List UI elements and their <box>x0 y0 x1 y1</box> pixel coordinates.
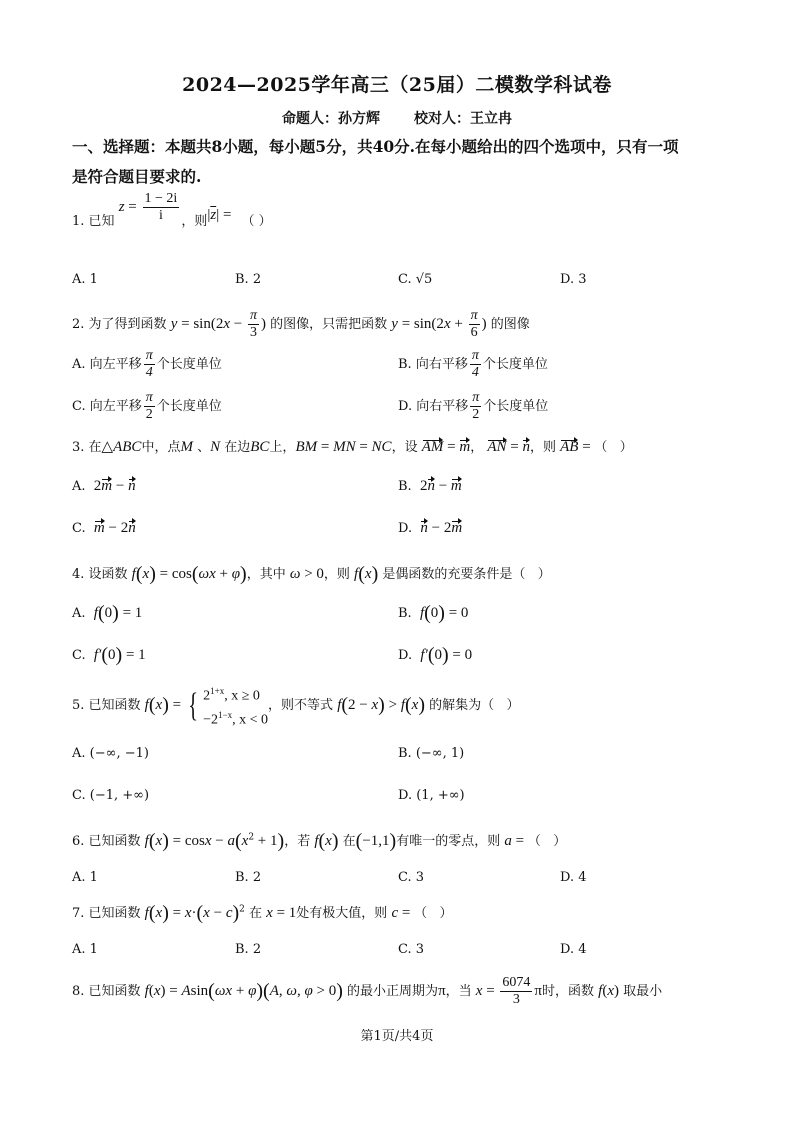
setter-label: 命题人：孙方辉 <box>282 111 380 127</box>
q6-option-a[interactable]: A. 1 <box>72 870 98 885</box>
page-number: 第1页/共4页 <box>360 1029 434 1044</box>
q7-option-c[interactable]: C. 3 <box>398 942 425 957</box>
q1-option-d[interactable]: D. 3 <box>560 272 587 287</box>
q6-option-c[interactable]: C. 3 <box>398 870 425 885</box>
question-1: 1. 已知 z = $\frac{1 - 2i}{i}$ ，则$|\overline{z}|$ = （ ） <box>72 191 272 229</box>
question-2: 2. 为了得到函数 y = sin(2x − $\frac{\pi}{3}$ ) 的图像，只需把函数 y = sin(2x + $\frac{\pi}{6}$ ) 的图像 <box>72 308 530 340</box>
q7-option-a[interactable]: A. 1 <box>72 942 98 957</box>
q5-option-c[interactable]: C. (−1, +∞) <box>72 788 150 803</box>
q4-option-b[interactable]: B. f(0) = 0 <box>398 602 469 624</box>
q6-option-d[interactable]: D. 4 <box>560 870 587 885</box>
question-7: 7. 已知函数 $f(x) = x\cdot(x - c)^2$ 在 x = 1处有极大值，则 c = （ ） <box>72 902 453 924</box>
q1-option-a[interactable]: A. 1 <box>72 272 98 287</box>
q1-formula: z = $\frac{1 - 2i}{i}$ <box>118 191 178 223</box>
q4-option-c[interactable]: C. f′(0) = 1 <box>72 644 146 666</box>
q3-option-b[interactable]: B. 2n − m <box>398 478 462 494</box>
q2-option-a[interactable]: A. 向左平移 $\frac{\pi}{4}$ 个长度单位 <box>72 348 222 380</box>
section-header-line1: 一、选择题：本题共8小题，每小题5分，共40分.在每小题给出的四个选项中，只有一项 <box>72 137 679 156</box>
q6-option-b[interactable]: B. 2 <box>235 870 262 885</box>
section-header-line2: 是符合题目要求的. <box>72 167 202 186</box>
checker-label: 校对人：王立冉 <box>414 111 512 127</box>
q2-option-d[interactable]: D. 向右平移 $\frac{\pi}{2}$ 个长度单位 <box>398 390 549 422</box>
q1-option-b[interactable]: B. 2 <box>235 272 262 287</box>
q5-option-d[interactable]: D. (1, +∞) <box>398 788 465 803</box>
q4-option-d[interactable]: D. f′(0) = 0 <box>398 644 473 666</box>
authors-line <box>0 108 794 128</box>
q7-option-b[interactable]: B. 2 <box>235 942 262 957</box>
question-4: 4. 设函数 f(x) = cos(ωx + φ)，其中 ω > 0，则 f(x) 是偶函数的充要条件是（ ） <box>72 563 551 585</box>
q5-option-b[interactable]: B. (−∞, 1) <box>398 746 465 761</box>
q1-option-c[interactable]: C. √5 <box>398 272 433 287</box>
q3-option-d[interactable]: D. n − 2m <box>398 520 463 536</box>
question-8: 8. 已知函数 f(x) = Asin(ωx + φ)(A, ω, φ > 0) 的最小正周期为π，当 x = $\frac{6074}{3}$ π时，函数 f(x) 取最小 <box>72 975 663 1007</box>
q2-option-c[interactable]: C. 向左平移 $\frac{\pi}{2}$ 个长度单位 <box>72 390 222 422</box>
q2-option-b[interactable]: B. 向右平移 $\frac{\pi}{4}$ 个长度单位 <box>398 348 548 380</box>
question-5: 5. 已知函数 f(x) = { $2^{1+x}$, x ≥ 0 $-2^{1-x}$, x < 0 ，则不等式 f(2 − x) > f(x) 的解集为（ ） <box>72 682 520 729</box>
q4-option-a[interactable]: A. f(0) = 1 <box>72 602 143 624</box>
exam-title: 2024—2025学年高三（25届）二模数学科试卷 <box>182 74 612 96</box>
question-6: 6. 已知函数 $f(x) = \cos x - a(x^2 + 1)$，若 f(x) 在(−1,1)有唯一的零点，则 a = （ ） <box>72 830 567 852</box>
q3-option-c[interactable]: C. m − 2n <box>72 520 136 536</box>
q5-option-a[interactable]: A. (−∞, −1) <box>72 746 149 761</box>
question-3: 3. 在△ABC中，点M 、N 在边BC上，BM = MN = NC，设 AM = m， AN = n，则 AB = （ ） <box>72 439 633 455</box>
q3-option-a[interactable]: A. 2m − n <box>72 478 136 494</box>
piecewise-function: { $2^{1+x}$, x ≥ 0 $-2^{1-x}$, x < 0 <box>188 686 269 728</box>
q7-option-d[interactable]: D. 4 <box>560 942 587 957</box>
